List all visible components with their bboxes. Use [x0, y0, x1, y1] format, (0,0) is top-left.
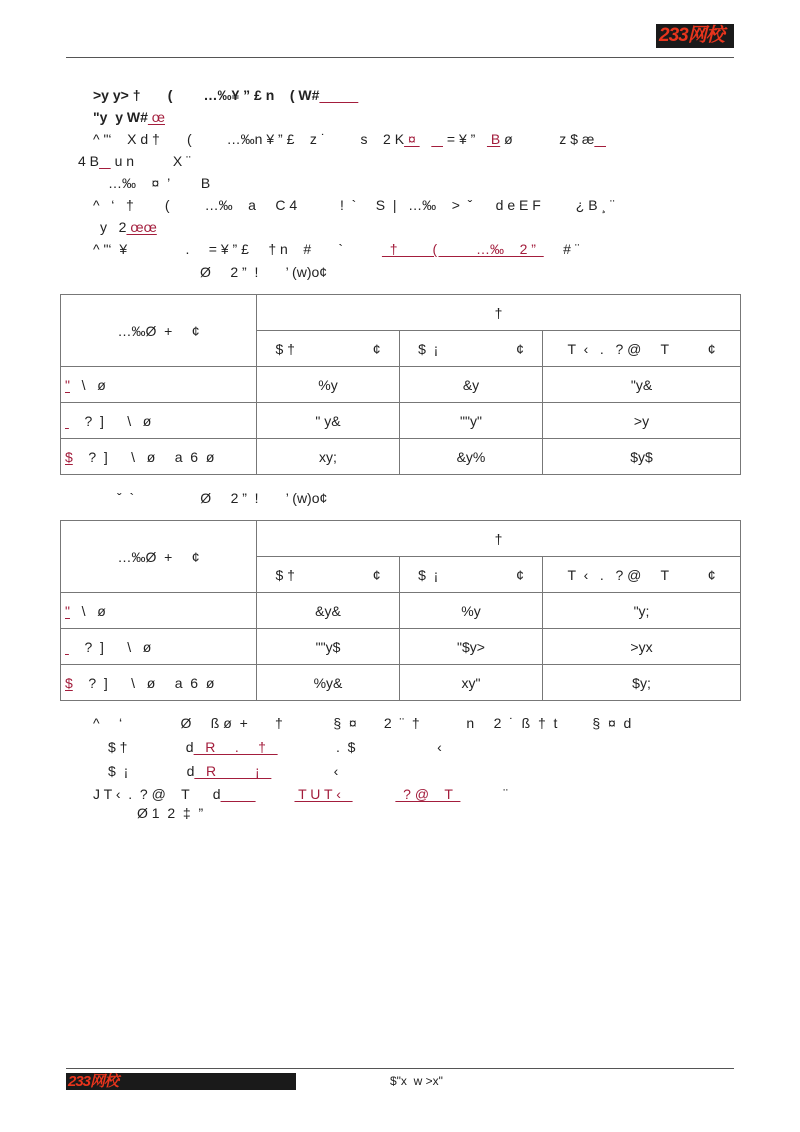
text-segment: . $ ‹: [277, 739, 442, 755]
table-caption: [200, 263, 327, 281]
column-header: T ‹ . ? @ T ¢: [543, 557, 741, 593]
table-row: [61, 665, 741, 701]
text-segment: …‰ ¤ ’ B: [108, 175, 211, 191]
text-segment: ø z $ æ: [500, 131, 595, 147]
underlined-text: B: [486, 131, 501, 147]
row-label: ? ] \ ø: [61, 403, 257, 439]
table-cell: xy": [400, 665, 543, 701]
text-segment: ^ "‘ X d † ( …‰n ¥ ” £ z ˙ s 2 K: [93, 131, 405, 147]
text-line: [108, 738, 442, 756]
underlined-text: ? @ T: [395, 786, 461, 802]
underlined-text: [99, 153, 111, 169]
table-cell: %y: [400, 593, 543, 629]
text-segment: >y y> † ( …‰¥ ” £ n ( W#: [93, 87, 320, 103]
text-line: [93, 785, 508, 803]
table-cell: &y&: [257, 593, 400, 629]
text-segment: [420, 131, 432, 147]
text-segment: ^ "‘ ¥ . = ¥ ” £ † n # `: [93, 241, 382, 257]
underlined-text: [319, 87, 358, 103]
text-line: [78, 152, 191, 170]
row-label: $ ? ] \ ø a 6 ø: [61, 439, 257, 475]
text-segment: [353, 786, 396, 802]
row-label: $ ? ] \ ø a 6 ø: [61, 665, 257, 701]
table-corner-header: …‰Ø + ¢: [61, 295, 257, 367]
table-row: [61, 629, 741, 665]
table-cell: " y&: [257, 403, 400, 439]
row-label: ? ] \ ø: [61, 629, 257, 665]
table-group-header: †: [257, 521, 741, 557]
table-cell: "$y>: [400, 629, 543, 665]
table-cell: %y: [257, 367, 400, 403]
text-segment: u n X ¨: [110, 153, 191, 169]
data-table-1: [60, 294, 741, 475]
text-segment: J T ‹ . ? @ T d: [93, 786, 221, 802]
brand-logo: 233网校: [656, 24, 734, 48]
text-line: [93, 108, 165, 126]
text-line: [93, 86, 358, 104]
table-cell: $y;: [543, 665, 741, 701]
text-segment: Ø 2 ” ! ’ (w)o¢: [200, 264, 328, 280]
table-group-header: †: [257, 295, 741, 331]
underlined-text: † ( …‰ 2 ”: [381, 241, 544, 257]
table-row: [61, 403, 741, 439]
table-row: [61, 367, 741, 403]
text-line: [100, 218, 157, 236]
underlined-text: T U T ‹: [294, 786, 353, 802]
table-cell: $y$: [543, 439, 741, 475]
table-caption: [117, 489, 327, 507]
text-line: [93, 196, 615, 214]
column-header: $ ¡ ¢: [400, 331, 543, 367]
column-header: $ † ¢: [257, 331, 400, 367]
table-cell: xy;: [257, 439, 400, 475]
column-header: T ‹ . ? @ T ¢: [543, 331, 741, 367]
text-line: [108, 762, 338, 780]
text-line: [137, 804, 203, 822]
underlined-text: R ¡: [194, 763, 272, 779]
text-segment: 4 B: [78, 153, 100, 169]
text-line: [93, 130, 606, 148]
underlined-text: [221, 786, 256, 802]
table-cell: "y&: [543, 367, 741, 403]
underlined-text: [594, 131, 606, 147]
page-number: $"x w >x": [390, 1074, 443, 1088]
row-label: " \ ø: [61, 367, 257, 403]
table-cell: %y&: [257, 665, 400, 701]
table-cell: >y: [543, 403, 741, 439]
underlined-text: [431, 131, 443, 147]
underlined-text: œ: [147, 109, 165, 125]
text-segment: = ¥ ”: [442, 131, 487, 147]
column-header: $ ¡ ¢: [400, 557, 543, 593]
text-segment: y 2: [100, 219, 127, 235]
text-segment: Ø 1 2 ‡ ”: [137, 805, 204, 821]
underlined-text: œœ: [126, 219, 157, 235]
text-line: [93, 240, 580, 258]
text-segment: ^ ‘ † ( …‰ a C 4 ! ` S | …‰ > ˇ d e E F ¿ B ¸ ¨: [93, 197, 615, 213]
text-segment: ¨: [460, 786, 508, 802]
text-segment: ^ ‘ Ø ß ø + † § ¤ 2 ¨ † n 2 ˙ ß † t § ¤ d: [93, 715, 632, 731]
footer-divider: [66, 1068, 734, 1069]
table-corner-header: …‰Ø + ¢: [61, 521, 257, 593]
text-line: [93, 714, 631, 732]
text-segment: "y y W#: [93, 109, 148, 125]
underlined-text: ¤: [404, 131, 420, 147]
text-segment: $ ¡ d: [108, 763, 195, 779]
underlined-text: R . †: [193, 739, 278, 755]
table-cell: ""y": [400, 403, 543, 439]
column-header: $ † ¢: [257, 557, 400, 593]
text-line: [108, 174, 210, 192]
text-segment: ˇ ` Ø 2 ” ! ’ (w)o¢: [117, 490, 328, 506]
text-segment: [256, 786, 295, 802]
table-cell: &y%: [400, 439, 543, 475]
table-row: [61, 439, 741, 475]
table-cell: &y: [400, 367, 543, 403]
table-cell: "y;: [543, 593, 741, 629]
table-cell: >yx: [543, 629, 741, 665]
table-cell: ""y$: [257, 629, 400, 665]
data-table-2: [60, 520, 741, 701]
footer-logo: 233网校: [66, 1073, 296, 1090]
row-label: " \ ø: [61, 593, 257, 629]
text-segment: ‹: [271, 763, 339, 779]
text-segment: $ † d: [108, 739, 194, 755]
table-row: [61, 593, 741, 629]
header-divider: [66, 57, 734, 58]
text-segment: # ¨: [543, 241, 580, 257]
